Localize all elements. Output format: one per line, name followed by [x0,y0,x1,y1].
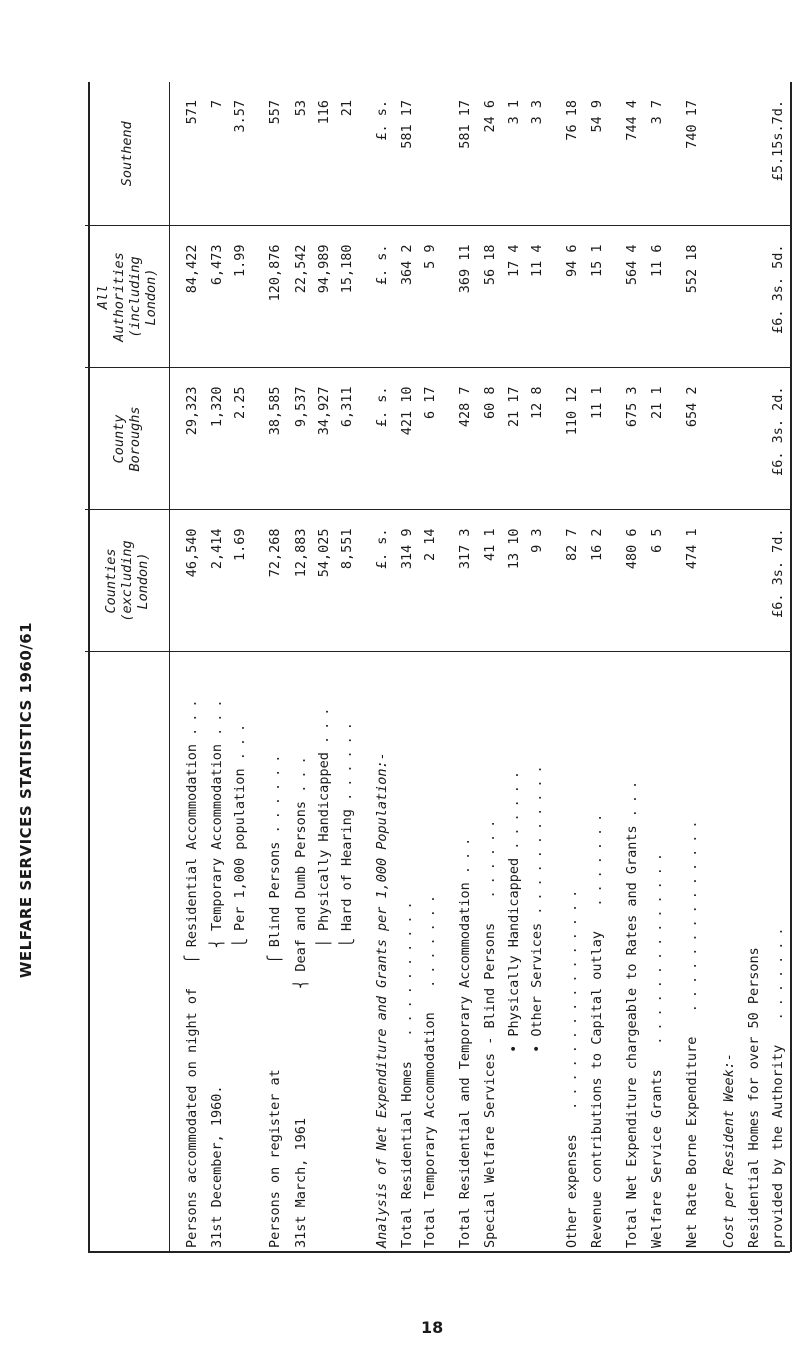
cell: 56 18 [480,226,503,368]
col-header-line: All [95,284,111,310]
brace: ⎧ [267,955,284,964]
header-row [85,82,170,1252]
cell [744,368,767,510]
col-header-line: Boroughs [127,406,143,472]
row-label-text: Cost per Resident Week:- [721,1052,738,1248]
cell: 9,537 [291,368,314,510]
cell: 8,551 [337,510,360,652]
row-label-text: Blind Persons [267,841,284,948]
cell: 72,268 [253,510,290,652]
row-label [527,652,550,1252]
table-row [527,82,550,1252]
row-label-text: Revenue contributions to Capital outlay [588,931,605,1248]
row-label [420,652,443,1252]
cell: 571 [170,82,208,226]
leader-dots: .......... [399,895,416,1037]
col-header-line: London) [135,552,151,610]
table-row [291,82,314,1252]
cell: 12,883 [291,510,314,652]
cell: 41 1 [480,510,503,652]
table-row [230,82,253,1252]
cell: 76 18 [550,82,587,226]
cell: 480 6 [610,510,647,652]
table-border-left [88,82,90,1252]
leader-dots: ................ [563,883,580,1110]
cell: 82 7 [550,510,587,652]
row-label [744,652,767,1252]
table-row [253,82,290,1252]
row-label [314,652,337,1252]
row-label-text: Physically Handicapped [315,752,332,931]
leader-dots: ... [184,693,200,736]
cell: 11 1 [587,368,610,510]
table-row [504,82,527,1252]
row-label [253,652,290,1252]
cell: £6. 3s. 5d. [768,226,791,368]
row-label-text: 31st March, 1961 [292,1117,309,1248]
cell: 3 7 [647,82,670,226]
cell: 12 8 [527,368,550,510]
section-heading: Analysis of Net Expenditure and Grants per 1,000 Population:- [373,752,390,1248]
leader-dots: ....... [588,807,605,907]
table-border-right [790,82,792,1252]
cell: £. s. [360,510,397,652]
row-label-text: Residential Accommodation [184,744,200,948]
row-label [170,652,208,1252]
row-label-text: Total Residential and Temporary Accommodation [457,882,474,1248]
leader-dots: ....... [422,889,439,988]
row-label-text: Other expenses [563,1134,580,1248]
row-label-text: Total Residential Homes [399,1061,416,1248]
leader-dots: ....... [769,921,786,1021]
cell: 317 3 [443,510,480,652]
column-header-counties [85,510,170,652]
row-label [337,652,360,1252]
cell: 53 [291,82,314,226]
leader-dots: ...... [267,748,284,834]
statistics-table [85,82,791,1252]
cell: 1,320 [207,368,230,510]
row-label-text: provided by the Authority [769,1044,786,1248]
cell [744,82,767,226]
cell: 7 [207,82,230,226]
cell: 29,323 [170,368,208,510]
cell: £5.15s.7d. [768,82,791,226]
row-label-text: Per 1,000 population [232,768,249,931]
cell [744,226,767,368]
cell: 13 10 [504,510,527,652]
cell: 15 1 [587,226,610,368]
cell: 3.57 [230,82,253,226]
brace: ⎪ [315,939,332,948]
leader-dots: ...... [482,813,499,899]
cell: £. s. [360,226,397,368]
leader-dots: ... [292,750,309,793]
table-row [314,82,337,1252]
statistics-table-container [85,82,791,1252]
row-label-text: 31st December, 1960. [209,1085,226,1248]
cell: 21 1 [647,368,670,510]
cell: 3 1 [504,82,527,226]
cell [707,368,744,510]
table-row [587,82,610,1252]
page-number: 18 [421,1318,444,1337]
table-row [707,82,744,1252]
col-header-line: County [111,414,127,464]
leader-dots: .............. [684,814,701,1013]
cell: 94,989 [314,226,337,368]
row-label-text: Temporary Accommodation [209,744,226,931]
cell: 1.99 [230,226,253,368]
row-label [670,652,707,1252]
leader-dots: ...... [505,764,522,850]
column-header-southend [85,82,170,226]
cell: 22,542 [291,226,314,368]
row-label [707,652,744,1252]
table-border-bottom [88,1251,790,1253]
leader-dots: ........... [528,759,545,915]
cell: 314 9 [397,510,420,652]
row-label-text: • Physically Handicapped [505,857,522,1053]
cell: 6 17 [420,368,443,510]
brace: ⎨ [292,979,309,988]
row-label [207,652,230,1252]
cell: 6,311 [337,368,360,510]
col-header-line: Counties [103,548,119,614]
cell: 5 9 [420,226,443,368]
column-header-county-boroughs [85,368,170,510]
leader-dots: ...... [338,716,355,801]
cell: 2.25 [230,368,253,510]
cell: 581 17 [443,82,480,226]
cell: 3 3 [527,82,550,226]
cell: 581 17 [397,82,420,226]
cell: 1.69 [230,510,253,652]
cell: 552 18 [670,226,707,368]
table-row [170,82,208,1252]
cell: £6. 3s. 7d. [768,510,791,652]
table-row [670,82,707,1252]
row-label [550,652,587,1252]
cell [420,82,443,226]
cell: 54,025 [314,510,337,652]
cell: 16 2 [587,510,610,652]
brace: ⎩ [338,939,355,948]
cell: 654 2 [670,368,707,510]
cell: 34,927 [314,368,337,510]
col-header-line: (excluding [119,540,135,622]
row-label-text: Residential Homes for over 50 Persons [746,947,763,1248]
cell: 24 6 [480,82,503,226]
cell: 421 10 [397,368,420,510]
cell: 110 12 [550,368,587,510]
row-label-text: Total Temporary Accommodation [422,1012,439,1248]
table-row [744,82,767,1252]
cell: 557 [253,82,290,226]
brace: ⎨ [209,939,226,948]
cell: 84,422 [170,226,208,368]
cell: 94 6 [550,226,587,368]
cell: 11 6 [647,226,670,368]
row-label-text: Deaf and Dumb Persons [292,800,309,972]
row-label-text: Net Rate Borne Expenditure [684,1036,701,1248]
leader-dots: ... [232,717,249,761]
cell: 46,540 [170,510,208,652]
row-label [610,652,647,1252]
cell: 116 [314,82,337,226]
label-column-header [85,652,170,1252]
table-row [337,82,360,1252]
row-label [397,652,420,1252]
row-label [768,652,791,1252]
row-label [230,652,253,1252]
cell: 675 3 [610,368,647,510]
row-label-text: Welfare Service Grants [649,1069,666,1248]
cell: £6. 3s. 2d. [768,368,791,510]
col-header-line: Authorities [111,252,127,342]
cell [744,510,767,652]
row-label-text: Persons on register at [267,1069,284,1248]
cell: 9 3 [527,510,550,652]
cell: 120,876 [253,226,290,368]
cell: 2 14 [420,510,443,652]
leader-dots: ... [457,831,474,875]
row-label-text: • Other Services [528,922,545,1053]
cell: 428 7 [443,368,480,510]
leader-dots: ... [315,701,332,745]
cell: 11 4 [527,226,550,368]
row-label [504,652,527,1252]
cell: 60 8 [480,368,503,510]
cell: £. s. [360,368,397,510]
row-label [480,652,503,1252]
leader-dots: ... [209,693,226,736]
cell: 364 2 [397,226,420,368]
running-header [12,525,40,1075]
row-label-text: Hard of Hearing [338,809,355,931]
table-row [443,82,480,1252]
row-label [647,652,670,1252]
col-header-line: London) [143,268,159,326]
cell: 6,473 [207,226,230,368]
cell: 744 4 [610,82,647,226]
cell: 740 17 [670,82,707,226]
cell: 38,585 [253,368,290,510]
table-row [420,82,443,1252]
cell: 564 4 [610,226,647,368]
column-header-all-authorities [85,226,170,368]
cell [707,226,744,368]
col-header-line: (including [127,256,143,338]
table-row [207,82,230,1252]
leader-dots: ... [624,774,641,818]
row-label [443,652,480,1252]
table-row [768,82,791,1252]
cell: 54 9 [587,82,610,226]
cell: 15,180 [337,226,360,368]
col-header-line: Southend [119,121,135,187]
cell: 369 11 [443,226,480,368]
row-label-text: Special Welfare Services - Blind Persons [482,922,499,1248]
cell: 17 4 [504,226,527,368]
cell: 2,414 [207,510,230,652]
cell: £. s. [360,82,397,226]
cell: 474 1 [670,510,707,652]
cell [707,82,744,226]
row-label-text: Total Net Expenditure chargeable to Rates and Grants [624,825,641,1248]
row-label [587,652,610,1252]
running-header-text: WELFARE SERVICES STATISTICS 1960/61 [17,621,35,979]
table-row [647,82,670,1252]
cell: 6 5 [647,510,670,652]
brace: ⎧ [184,955,200,964]
table-row [360,82,397,1252]
leader-dots: .............. [649,847,666,1045]
table-row [550,82,587,1252]
cell: 21 [337,82,360,226]
table-row [480,82,503,1252]
cell [707,510,744,652]
table-row [610,82,647,1252]
row-label [291,652,314,1252]
row-label-text: Persons accommodated on night of [184,987,200,1248]
brace: ⎩ [232,939,249,948]
cell: 21 17 [504,368,527,510]
table-row [397,82,420,1252]
